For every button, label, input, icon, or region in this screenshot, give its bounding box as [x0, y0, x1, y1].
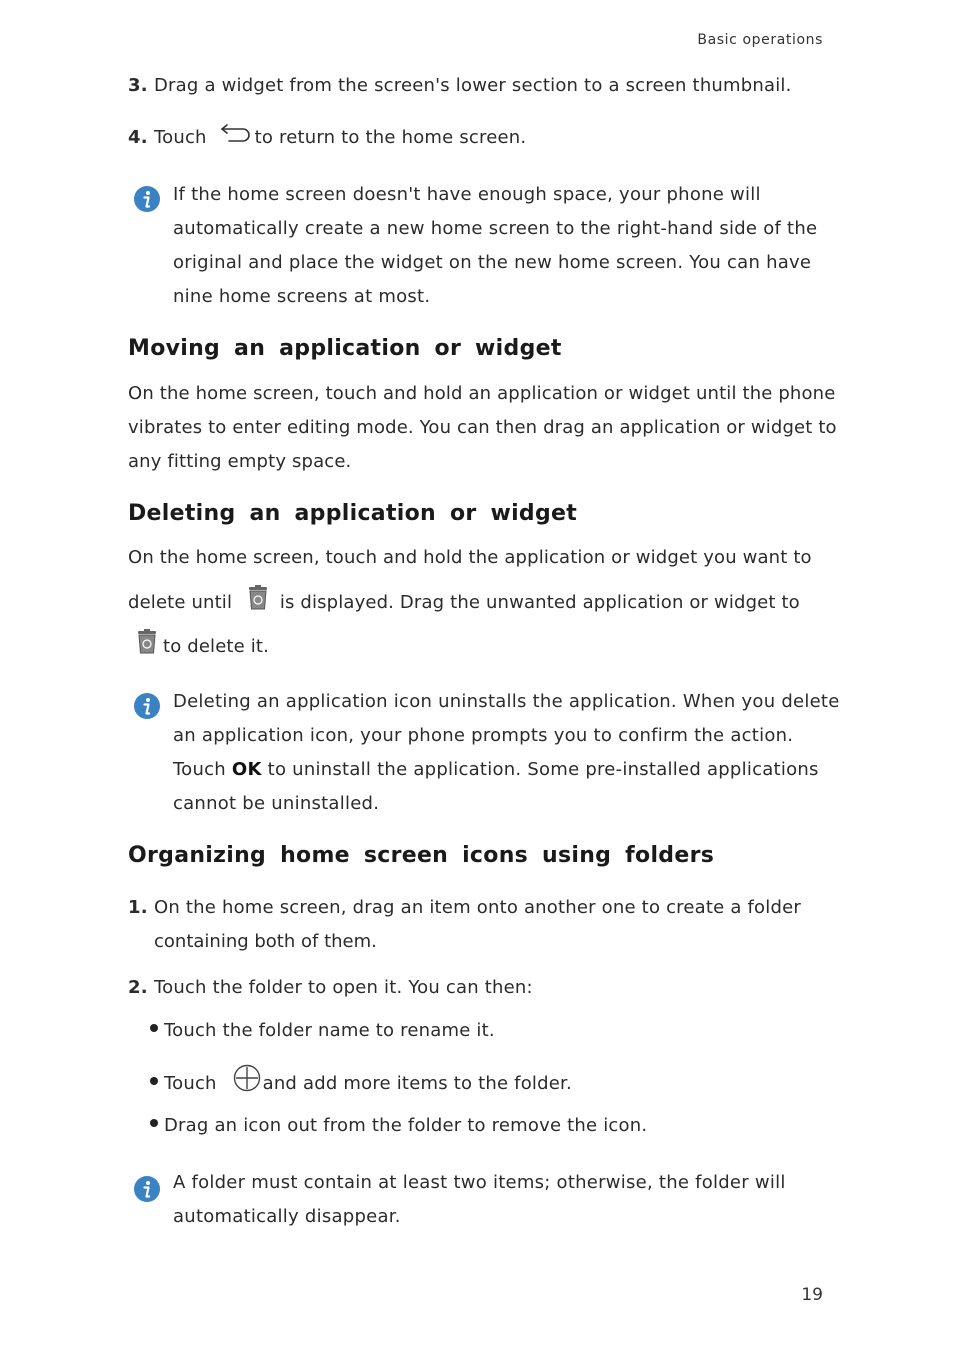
note-text	[173, 1166, 786, 1234]
page-number: 19	[801, 1285, 823, 1305]
note-line: automatically create a new home screen to the right-hand side of the	[173, 218, 818, 239]
paragraph-line: On the home screen, touch and hold an application or widget until the phone	[128, 383, 836, 404]
trash-icon	[135, 628, 159, 666]
step-2	[128, 971, 533, 1005]
step-number: 4.	[128, 127, 148, 148]
text-before: delete until	[128, 592, 233, 613]
bullet-dot	[150, 1077, 158, 1085]
note-line: automatically disappear.	[173, 1206, 401, 1227]
paragraph-line-with-icon	[135, 628, 269, 666]
bullet-item	[150, 1014, 495, 1048]
note-line: A folder must contain at least two items; otherwise, the folder will	[173, 1172, 786, 1193]
step-number: 3.	[128, 75, 148, 96]
step-text: Touch the folder to open it. You can then:	[154, 977, 533, 998]
paragraph-line: vibrates to enter editing mode. You can then drag an application or widget to	[128, 417, 837, 438]
step-text-before: Touch	[154, 127, 207, 148]
info-icon	[133, 692, 161, 720]
step-1	[128, 891, 801, 925]
step-3	[128, 69, 792, 103]
bullet-text: Touch the folder name to rename it.	[164, 1020, 495, 1041]
text-before: Touch	[173, 759, 226, 780]
step-text: Drag a widget from the screen's lower section to a screen thumbnail.	[154, 75, 792, 96]
info-icon	[133, 185, 161, 213]
paragraph-line: On the home screen, touch and hold the application or widget you want to	[128, 547, 812, 568]
ok-label: OK	[231, 759, 262, 780]
bullet-dot	[150, 1119, 158, 1127]
section-heading: Moving an application or widget	[128, 336, 562, 361]
note-line	[173, 753, 840, 787]
step-number: 1.	[128, 897, 148, 918]
step-text-continued: containing both of them.	[154, 931, 377, 952]
info-icon	[133, 1175, 161, 1203]
paragraph-line-with-icon	[128, 584, 800, 622]
section-paragraph	[128, 377, 837, 479]
text-after: is displayed. Drag the unwanted application or widget to	[279, 592, 800, 613]
bullet-text: Drag an icon out from the folder to remove the icon.	[164, 1115, 648, 1136]
note-line: nine home screens at most.	[173, 286, 431, 307]
running-header: Basic operations	[697, 32, 823, 48]
trash-icon	[246, 584, 270, 622]
note-line: cannot be uninstalled.	[173, 793, 380, 814]
text-after: to delete it.	[163, 636, 269, 657]
text-after: and add more items to the folder.	[262, 1073, 572, 1094]
bullet-item	[150, 1109, 647, 1143]
step-4	[128, 121, 526, 155]
note-text	[173, 178, 817, 314]
section-heading: Deleting an application or widget	[128, 501, 578, 526]
text-after: to uninstall the application. Some pre-installed applications	[267, 759, 819, 780]
bullet-item	[150, 1064, 572, 1104]
step-number: 2.	[128, 977, 148, 998]
bullet-dot	[150, 1024, 158, 1032]
text-before: Touch	[164, 1073, 217, 1094]
add-circle-icon	[233, 1064, 261, 1104]
section-heading: Organizing home screen icons using folders	[128, 843, 715, 868]
paragraph-line: any fitting empty space.	[128, 451, 352, 472]
step-text-after: to return to the home screen.	[254, 127, 527, 148]
note-text	[173, 685, 840, 821]
note-line: original and place the widget on the new home screen. You can have	[173, 252, 812, 273]
note-line: If the home screen doesn't have enough space, your phone will	[173, 184, 761, 205]
step-text: On the home screen, drag an item onto another one to create a folder	[154, 897, 801, 918]
note-line: Deleting an application icon uninstalls the application. When you delete	[173, 691, 840, 712]
back-icon	[219, 121, 253, 155]
note-line: an application icon, your phone prompts you to confirm the action.	[173, 725, 794, 746]
